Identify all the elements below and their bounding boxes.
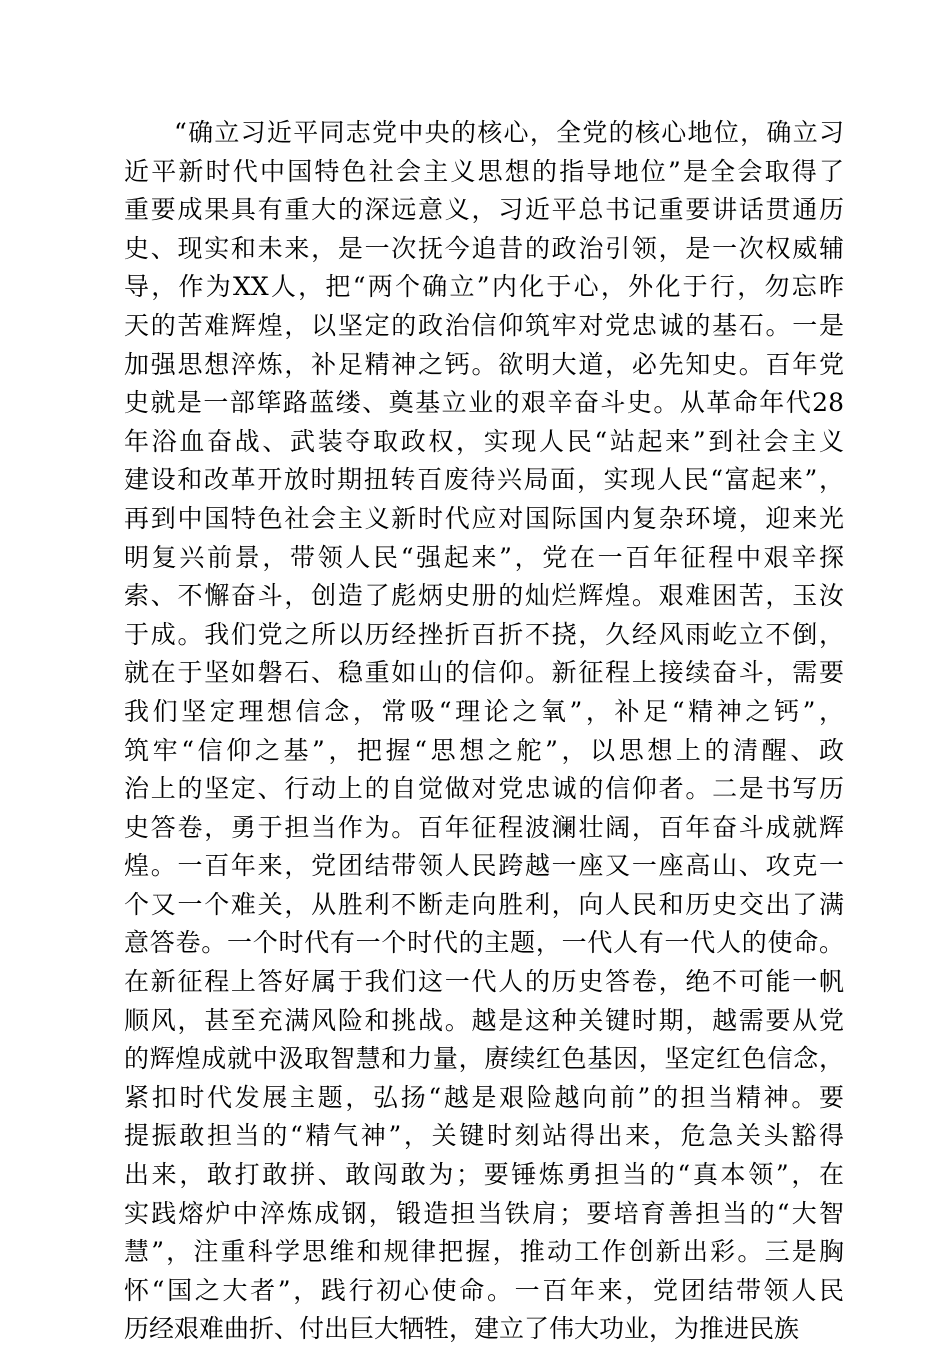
paragraph-line: 于成。我们党之所以历经挫折百折不挠，久经风雨屹立不倒，: [124, 619, 844, 649]
paragraph-line: 实践熔炉中淬炼成钢，锻造担当铁肩；要培育善担当的“大智: [124, 1198, 844, 1228]
paragraph-line: 提振敢担当的“精气神”，关键时刻站得出来，危急关头豁得: [124, 1121, 844, 1151]
paragraph-line: 建设和改革开放时期扭转百废待兴局面，实现人民“富起来”，: [124, 465, 844, 495]
paragraph-line: 出来，敢打敢拼、敢闯敢为；要锤炼勇担当的“真本领”，在: [124, 1160, 844, 1190]
paragraph-line: 在新征程上答好属于我们这一代人的历史答卷，绝不可能一帆: [124, 967, 844, 997]
paragraph-line: 近平新时代中国特色社会主义思想的指导地位”是全会取得了: [124, 156, 844, 186]
paragraph-line: 顺风，甚至充满风险和挑战。越是这种关键时期，越需要从党: [124, 1005, 844, 1035]
paragraph-line: 再到中国特色社会主义新时代应对国际国内复杂环境，迎来光: [124, 503, 844, 533]
paragraph-line: 明复兴前景，带领人民“强起来”，党在一百年征程中艰辛探: [124, 542, 844, 572]
paragraph-line: 紧扣时代发展主题，弘扬“越是艰险越向前”的担当精神。要: [124, 1082, 844, 1112]
paragraph-line: 我们坚定理想信念，常吸“理论之氧”，补足“精神之钙”，: [124, 696, 844, 726]
paragraph-line: 重要成果具有重大的深远意义，习近平总书记重要讲话贯通历: [124, 195, 844, 225]
paragraph-line: 就在于坚如磐石、稳重如山的信仰。新征程上接续奋斗，需要: [124, 658, 844, 688]
paragraph-line: 年浴血奋战、武装夺取政权，实现人民“站起来”到社会主义: [124, 426, 844, 456]
paragraph-line: 的辉煌成就中汲取智慧和力量，赓续红色基因，坚定红色信念，: [124, 1044, 844, 1074]
paragraph-line: 导，作为XX人，把“两个确立”内化于心，外化于行，勿忘昨: [124, 272, 844, 302]
paragraph-line: 治上的坚定、行动上的自觉做对党忠诚的信仰者。二是书写历: [124, 774, 844, 804]
paragraph-line: 意答卷。一个时代有一个时代的主题，一代人有一代人的使命。: [124, 928, 844, 958]
paragraph-line: 索、不懈奋斗，创造了彪炳史册的灿烂辉煌。艰难困苦，玉汝: [124, 581, 844, 611]
paragraph-line: 煌。一百年来，党团结带领人民跨越一座又一座高山、攻克一: [124, 851, 844, 881]
paragraph-line: 天的苦难辉煌，以坚定的政治信仰筑牢对党忠诚的基石。一是: [124, 310, 844, 340]
paragraph-line: “确立习近平同志党中央的核心，全党的核心地位，确立习: [174, 118, 844, 147]
paragraph-line: 史答卷，勇于担当作为。百年征程波澜壮阔，百年奋斗成就辉: [124, 812, 844, 842]
paragraph-line: 个又一个难关，从胜利不断走向胜利，向人民和历史交出了满: [124, 889, 844, 919]
paragraph-line: 加强思想淬炼，补足精神之钙。欲明大道，必先知史。百年党: [124, 349, 844, 379]
paragraph-line: 筑牢“信仰之基”，把握“思想之舵”，以思想上的清醒、政: [124, 735, 844, 765]
paragraph-line: 怀“国之大者”，践行初心使命。一百年来，党团结带领人民: [124, 1275, 844, 1305]
body-paragraph: [124, 114, 844, 1349]
paragraph-line: 慧”，注重科学思维和规律把握，推动工作创新出彩。三是胸: [124, 1237, 844, 1267]
paragraph-line: 史、现实和未来，是一次抚今追昔的政治引领，是一次权威辅: [124, 233, 844, 263]
paragraph-line: 历经艰难曲折、付出巨大牺牲，建立了伟大功业，为推进民族: [124, 1314, 800, 1344]
paragraph-line: 史就是一部筚路蓝缕、奠基立业的艰辛奋斗史。从革命年代28: [124, 388, 844, 418]
